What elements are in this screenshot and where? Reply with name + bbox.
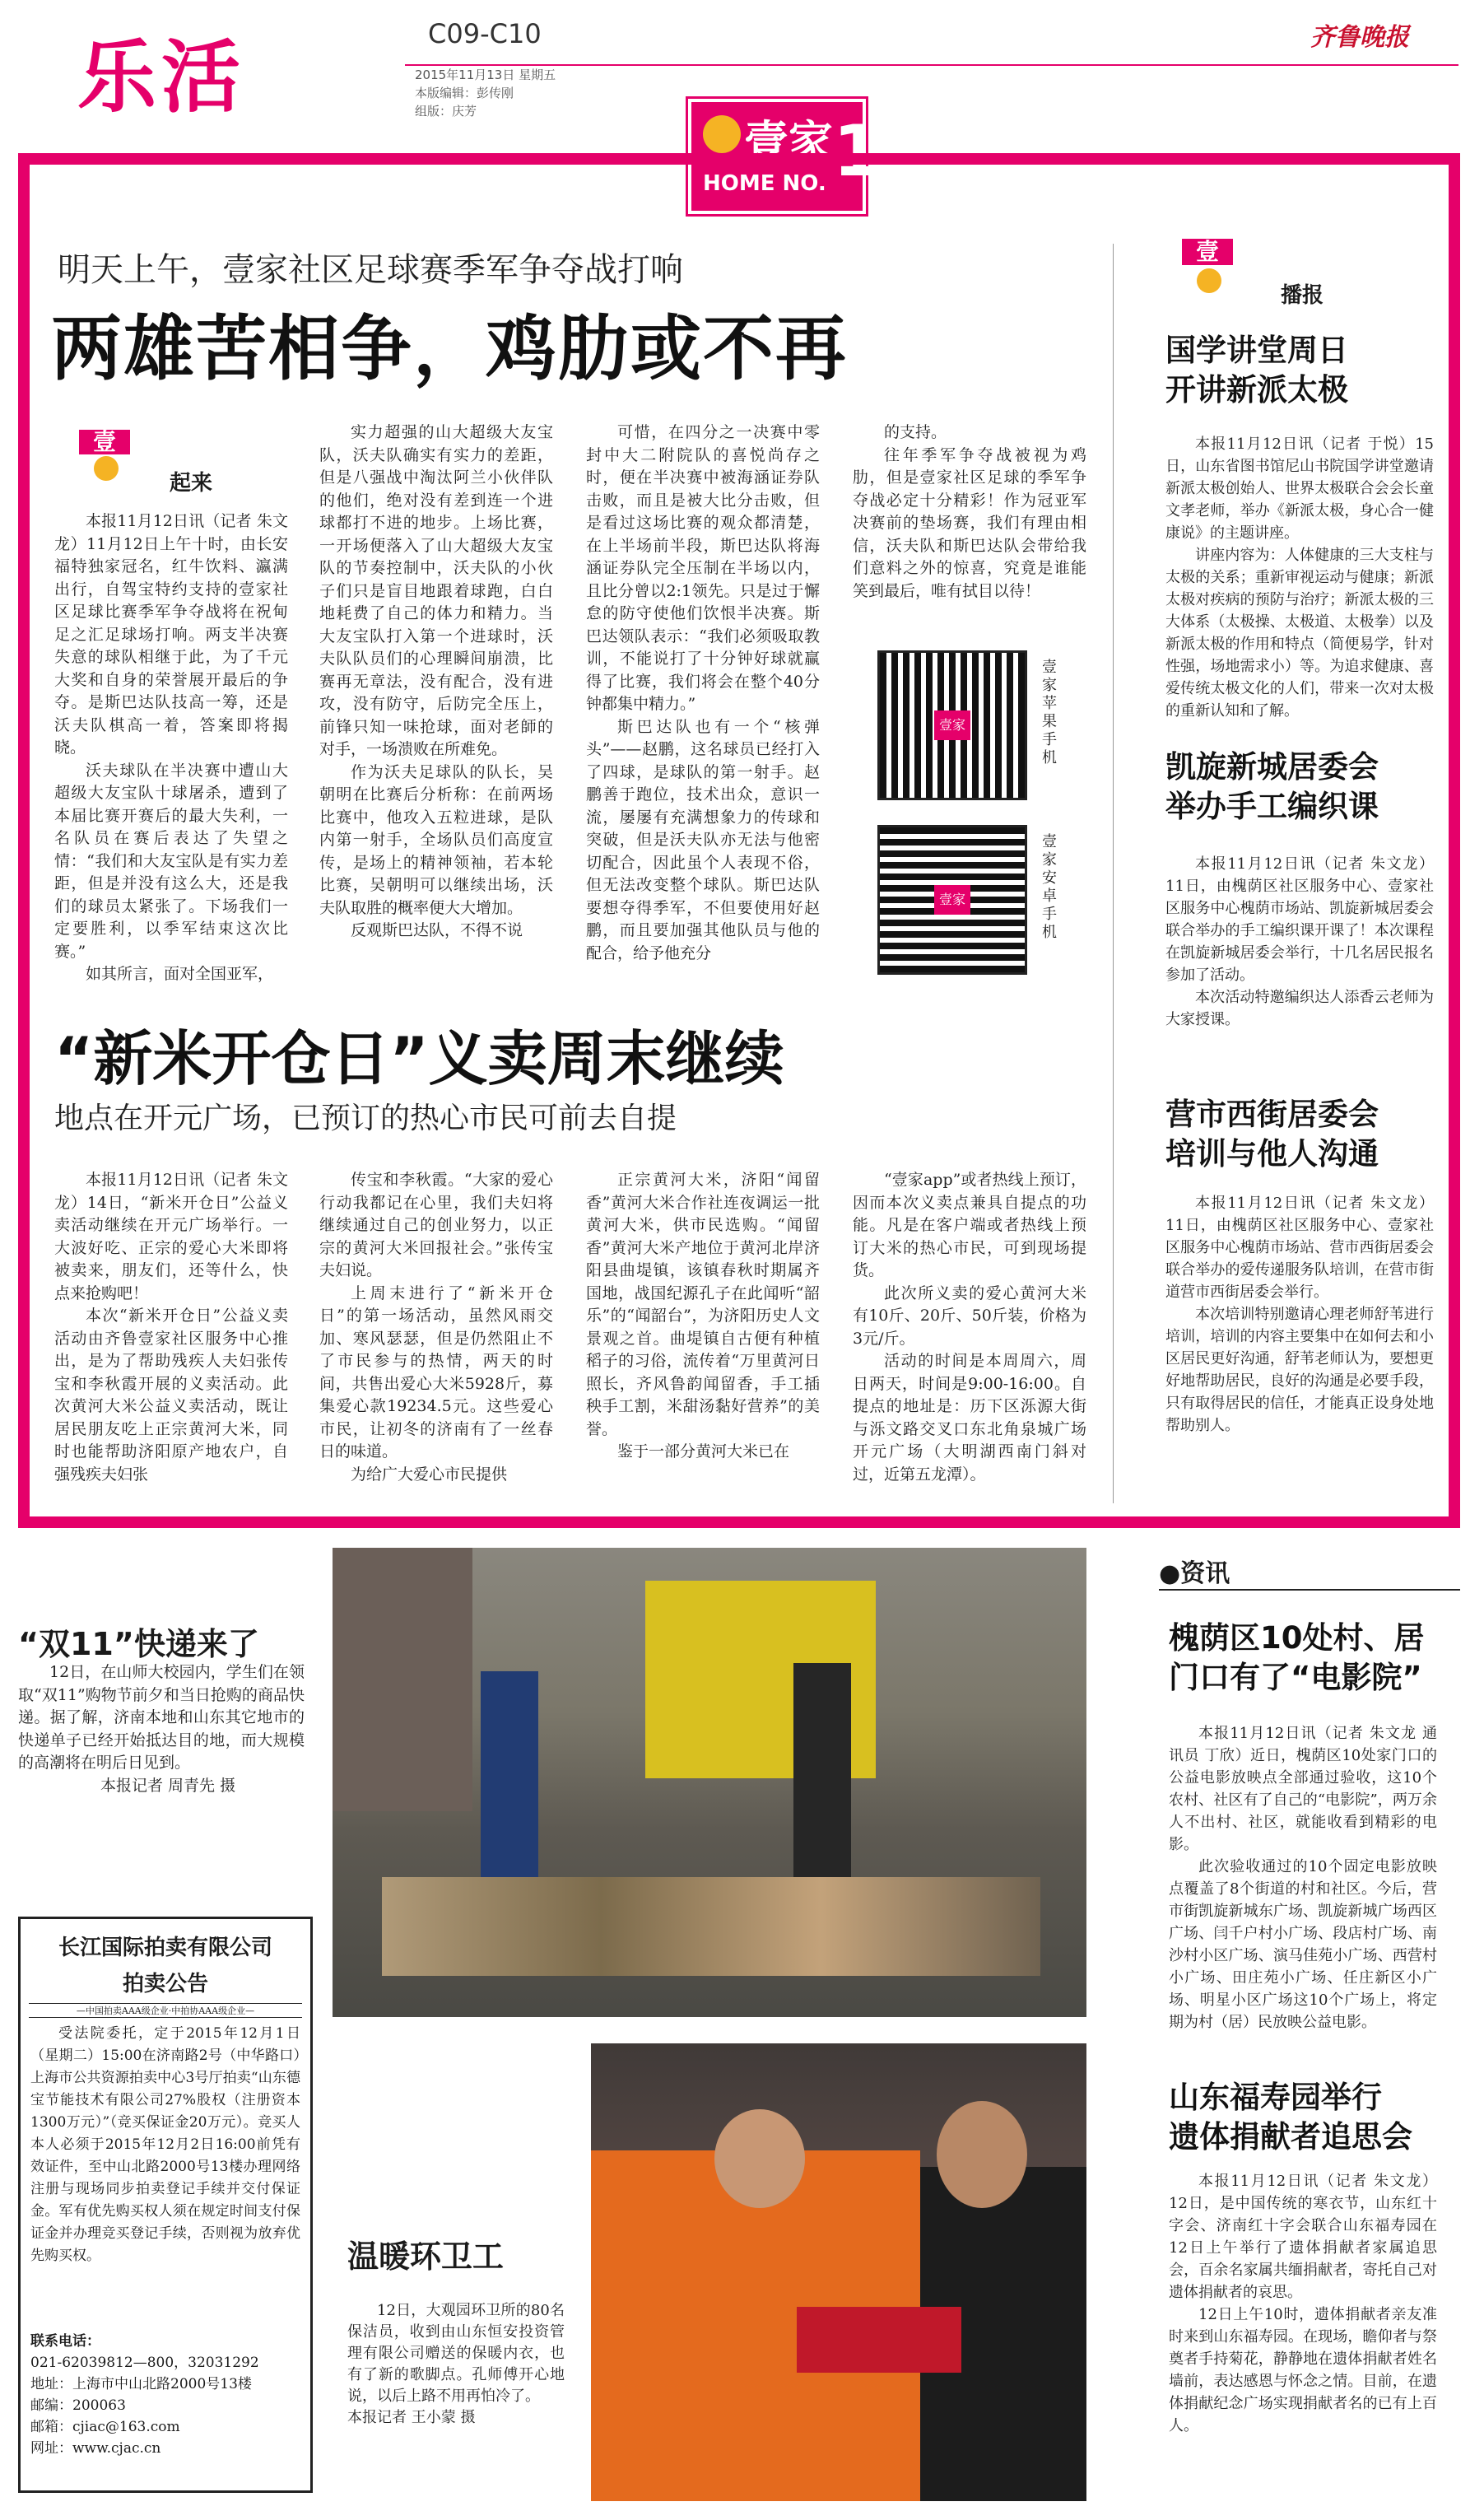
para: 斯巴达队也有一个“核弹头”——赵鹏，这名球员已经打入了四球，是球队的第一射手。赵鹏善于跑位，技术出众，意识一流，屡屡有充满想象力的传球和突破，但是沃夫队亦无法与他密切配合，因此虽个人表现不俗，但无法改变整个球队。斯巴达队要想夺得季军，不但要使用好赵鹏，而且要加强其他队员与他的配合，给予他充分 <box>586 717 820 962</box>
home-en: HOME NO. <box>703 171 826 196</box>
para: 本报11月12日讯（记者 朱文龙）14日，“新米开仓日”公益义卖活动继续在开元广场举行。一大波好吃、正宗的爱心大米即将被卖来，朋友们，还等什么，快点来抢购吧！ <box>54 1171 288 1302</box>
news2-title <box>1169 2078 1412 2157</box>
section-label-bobao: 播报 <box>1281 283 1324 308</box>
auction-tagline: —中国拍卖AAA级企业·中拍协AAA级企业— <box>29 2003 302 2018</box>
article2-col2 <box>319 1169 553 1503</box>
para: 上周末进行了“新米开仓日”的第一场活动，虽然风雨交加、寒风瑟瑟，但是仍然阻止不了市民参与的热情，两天的时间，共售出爱心大米5928斤，募集爱心款19234.5元。这些爱心市民，让初冬的济南有了一丝春日的味道。 <box>319 1283 553 1460</box>
photo-express-delivery <box>333 1548 1086 2017</box>
para: 此次所义卖的爱心黄河大米有10斤、20斤、50斤装，价格为3元/斤。 <box>853 1283 1086 1348</box>
para: 本报11月12日讯（记者 朱文龙）11日，由槐荫区社区服务中心、壹家社区服务中心槐荫市场站、营市西街居委会联合举办的爱传递服务队培训，在营市街道营市西街居委会举行。 <box>1165 1195 1434 1301</box>
news1-body <box>1169 1722 1437 2068</box>
section-badge-bobao: 壹 <box>1182 239 1241 295</box>
photo-credit: 本报记者 王小蒙 摄 <box>347 2409 476 2426</box>
para: 沃夫球队在半决赛中遭山大超级大友宝队十球屠杀，遭到了本届比赛开赛后的最大失利，一名队员在赛后表达了失望之情：“我们和大友宝队是有实力差距，但是并没有这么大，还是我们的球员太紧张了。下场我们一定要胜利，以季军结束这次比赛。” <box>54 761 288 961</box>
para: 此次验收通过的10个固定电影放映点覆盖了8个街道的村和社区。今后，营市街凯旋新城东广场、凯旋新城广场西区广场、闫千户村小广场、段店村广场、南沙村小区广场、演马佳苑小广场、西营村小广场、田庄苑小广场、任庄新区小广场、明星小区广场这10个广场上，将定期为村（居）民放映公益电影。 <box>1169 1858 1437 2031</box>
photo-credit: 本报记者 周青先 摄 <box>100 1776 236 1795</box>
para: 正宗黄河大米，济阳“闻留香”黄河大米合作社连夜调运一批黄河大米，供市民选购。“闻留香”黄河大米产地位于黄河北岸济阳县曲堤镇，该镇春秋时期属齐国地，战国纪源孔子在此闻听“韶乐”的“闻韶台”，为济阳历史人文景观之首。曲堤镇自古便有种植稻子的习俗，流传着“万里黄河日照长，齐风鲁韵闻留香，手工插秧手工割，米甜汤黏好营养”的美誉。 <box>586 1171 820 1438</box>
para: 反观斯巴达队，不得不说 <box>351 921 523 939</box>
warm-caption <box>347 2300 565 2498</box>
para: 鉴于一部分黄河大米已在 <box>617 1442 790 1460</box>
para: 本次培训特别邀请心理老师舒苇进行培训，培训的内容主要集中在如何去和小区居民更好沟通，舒苇老师认为，要想更好地帮助居民，良好的沟通是必要手段，只有取得居民的信任，才能真正设身处地帮助别人。 <box>1165 1306 1434 1434</box>
express-title: “双11”快递来了 <box>18 1626 259 1662</box>
para: 实力超强的山大超级大友宝队，沃夫队确实有实力的差距，但是八强战中淘汰阿兰小伙伴队的他们，绝对没有差到连一个进球都打不进的地步。上场比赛，一开场便落入了山大超级大友宝队的节奏控制中，沃夫队的小伙子们只是盲目地跟着球跑，白白地耗费了自己的体力和精力。当大友宝队打入第一个进球时，沃夫队队员们的心理瞬间崩溃，比赛再无章法，没有配合，没有进攻，没有防守，后防完全压上，前锋只知一味抢球，面对老師的对手，一场溃败在所难免。 <box>319 423 553 758</box>
para: 为给广大爱心市民提供 <box>351 1465 508 1484</box>
home-title: 壹家 <box>744 116 833 168</box>
article2-col4 <box>853 1169 1086 1503</box>
auction-address: 地址：上海市中山北路2000号13楼 <box>30 2376 252 2392</box>
qr-badge: 壹家 <box>934 885 970 915</box>
para: 本报11月12日讯（记者 朱文龙 通讯员 丁欣）近日，槐荫区10处家门口的公益电影放映点全部通过验收，这10个农村、社区有了自己的“电影院”，两万余人不出村、社区，就能收看到精彩的电影。 <box>1169 1725 1437 1853</box>
news1-title <box>1169 1619 1425 1698</box>
para: 本报11月12日讯（记者 朱文龙）11日，由槐荫区社区服务中心、壹家社区服务中心槐荫市场站、凯旋新城居委会联合举办的手工编织课开课了！本次课程在凯旋新城居委会举行，十几名居民报名参加了活动。 <box>1165 855 1434 984</box>
para: 本报11月12日讯（记者 于悦）15日，山东省图书馆尼山书院国学讲堂邀请新派太极创始人、世界太极联合会会长童文孝老师，举办《新派太极，身心合一健康说》的主题讲座。 <box>1165 436 1434 542</box>
para: 本次活动特邀编织达人添香云老师为大家授课。 <box>1165 989 1434 1028</box>
express-caption <box>18 1661 305 1826</box>
brief3-body <box>1165 1192 1434 1503</box>
auction-notice <box>18 1917 313 2493</box>
para: 本次“新米开仓日”公益义卖活动由齐鲁壹家社区服务中心推出，是为了帮助残疾人夫妇张传宝和李秋霞开展的义卖活动。此次黄河大米公益义卖活动，既让居民朋友吃上正宗黄河大米，同时也能帮助济阳原产地农户，自强残疾夫妇张 <box>54 1307 288 1484</box>
page-numbers: C09-C10 <box>428 18 542 49</box>
header-rule <box>405 64 1458 66</box>
article2-title: “新米开仓日”义卖周末继续 <box>54 1024 784 1093</box>
qr-label-ios: 壹家苹果手机 <box>1042 659 1057 766</box>
article1-col1 <box>54 510 288 983</box>
issue-meta <box>415 66 556 120</box>
contact-label: 联系电话： <box>30 2333 100 2350</box>
article2-col3 <box>586 1169 820 1503</box>
section-badge-qilai: 壹 <box>79 430 138 481</box>
title-line: 开讲新派太极 <box>1165 372 1348 408</box>
brief3-title <box>1165 1095 1379 1174</box>
article1-col4 <box>853 422 1086 644</box>
section-logo: 乐活 <box>77 31 245 123</box>
newspaper-name: 齐鲁晚报 <box>1310 23 1409 52</box>
page-layout: 组版：庆芳 <box>415 104 477 119</box>
article1-title: 两雄苦相争，鸡肋或不再 <box>51 308 848 390</box>
section-label-qilai: 起来 <box>170 471 213 496</box>
auction-email[interactable]: 邮箱：cjiac@163.com <box>30 2419 180 2435</box>
brief2-title <box>1165 748 1379 827</box>
brief2-body <box>1165 853 1434 1072</box>
brief1-title <box>1165 331 1348 410</box>
para: 的支持。 <box>884 423 947 441</box>
para: 活动的时间是本周周六，周日两天，时间是9:00-16:00。自提点的地址是：历下区泺源大街与泺文路交叉口东北角泉城广场开元广场（大明湖西南门斜对过，近第五龙潭）。 <box>853 1352 1086 1484</box>
home-icon <box>703 115 741 153</box>
title-line: 举办手工编织课 <box>1165 789 1379 824</box>
news-label: ●资讯 <box>1159 1559 1230 1588</box>
para: 12日上午10时，遗体捐献者亲友准时来到山东福寿园。在现场，瞻仰者与祭奠者手持菊花，静静地在遗体捐献者姓名墙前，表达感恩与怀念之情。目前，在遗体捐献纪念广场实现捐献者名的已有上百人。 <box>1169 2306 1437 2434</box>
auction-contacts <box>30 2331 300 2459</box>
para: “壹家app”或者热线上预订，因而本次义卖点兼具自提点的功能。凡是在客户端或者热线上预订大米的热心市民，可到现场提货。 <box>853 1171 1086 1279</box>
article1-col2 <box>319 422 553 971</box>
qr-code-android[interactable] <box>877 825 1027 975</box>
article2-col1 <box>54 1169 288 1503</box>
issue-date: 2015年11月13日 星期五 <box>415 68 556 82</box>
title-line: 槐荫区10处村、居 <box>1169 1620 1425 1656</box>
qr-badge: 壹家 <box>934 710 970 740</box>
para: 可惜，在四分之一决赛中零封中大二附院队的喜悦尚存之时，便在半决赛中被海涵证券队击败，而且是被大比分击败，但是看过这场比赛的观众都清楚，在上半场前半段，斯巴达队将海涵证券队完全压制在半场以内，且比分曾以2:1领先。只是过于懈怠的防守使他们饮恨半决赛。斯巴达领队表示：“我们必须吸取教训，不能说打了十分钟好球就赢得了比赛，我们将会在整个40分钟都集中精力。” <box>586 423 820 713</box>
auction-website[interactable]: 网址：www.cjac.cn <box>30 2440 161 2457</box>
title-line: 凯旋新城居委会 <box>1165 749 1379 785</box>
para: 往年季军争夺战被视为鸡肋，但是壹家社区足球的季军争夺战必定十分精彩！作为冠亚军决赛前的垫场赛，我们有理由相信，沃夫队和斯巴达队会带给我们意料之外的惊喜，究竟是谁能笑到最后，唯有拭目以待！ <box>853 445 1086 600</box>
home-num: 1 <box>833 110 882 193</box>
article2-subtitle: 地点在开元广场，已预订的热心市民可前去自提 <box>54 1102 677 1135</box>
qr-code-ios[interactable] <box>877 650 1027 800</box>
title-line: 遗体捐献者追思会 <box>1169 2119 1412 2155</box>
auction-company: 长江国际拍卖有限公司 <box>58 1936 272 1960</box>
title-line: 国学讲堂周日 <box>1165 333 1348 368</box>
warm-title: 温暖环卫工 <box>347 2238 505 2275</box>
para: 如其所言，面对全国亚军， <box>86 965 274 983</box>
page-editor: 本版编辑：彭传刚 <box>415 86 514 100</box>
article1-subtitle: 明天上午，壹家社区足球赛季军争夺战打响 <box>58 251 683 289</box>
title-line: 培训与他人沟通 <box>1165 1136 1379 1172</box>
para: 本报11月12日讯（记者 朱文龙）11月12日上午十时，由长安福特独家冠名，红牛饮料、瀛满出行，自驾宝特约支持的壹家社区足球比赛季军争夺战将在祝甸足之汇足球场打响。两支半决赛失意的球队相继于此，为了千元大奖和自身的荣誉展开最后的争夺。是斯巴达队技高一筹，还是沃夫队棋高一着，答案即将揭晓。 <box>54 512 288 757</box>
para: 讲座内容为：人体健康的三大支柱与太极的关系；重新审视运动与健康；新派太极对疾病的预防与治疗；新派太极的三大体系（太极操、太极道、太极拳）以及新派太极的作用和特点（简便易学，针对性强，场地需求小）等。为追求健康、喜爱传统太极文化的人们，带来一次对太极的重新认知和了解。 <box>1165 547 1434 720</box>
title-line: 营市西街居委会 <box>1165 1097 1379 1132</box>
auction-body: 受法院委托，定于2015年12月1日（星期二）15:00在济南路2号（中华路口）上海市公共资源拍卖中心3号厅拍卖“山东德宝节能技术有限公司27%股权（注册资本1300万元）”（竞买保证金20万元）。竞买人本人必须于2015年12月2日16:00前凭有效证件，至中山北路2000号13楼办理网络注册与现场同步拍卖登记手续并交付保证金。军有优先购买权人须在规定时间支付保证金并办理竞买登记手续，否则视为放弃优先购买权。 <box>30 2025 300 2264</box>
news2-body <box>1169 2170 1437 2499</box>
para: 12日，大观园环卫所的80名保洁员，收到由山东恒安投资管理有限公司赠送的保暖内衣，也有了新的歌脚点。孔师傅开心地说，以后上路不用再怕冷了。 <box>347 2302 565 2405</box>
para: 传宝和李秋霞。“大家的爱心行动我都记在心里，我们夫妇将继续通过自己的创业努力，以正宗的黄河大米回报社会。”张传宝夫妇说。 <box>319 1171 553 1279</box>
title-line: 门口有了“电影院” <box>1169 1660 1422 1695</box>
title-line: 山东福寿园举行 <box>1169 2080 1382 2115</box>
qr-label-android: 壹家安卓手机 <box>1042 833 1057 941</box>
news-rule <box>1159 1589 1460 1591</box>
auction-title: 拍卖公告 <box>122 1972 208 1996</box>
para: 12日，在山师大校园内，学生们在领取“双11”购物节前夕和当日抢购的商品快递。据了解，济南本地和山东其它地市的快递单子已经开始抵达目的地，而大规模的高潮将在明后日见到。 <box>18 1663 305 1772</box>
photo-sanitation-workers <box>591 2043 1086 2501</box>
brief1-body <box>1165 433 1434 746</box>
auction-postcode: 邮编：200063 <box>30 2397 126 2414</box>
article1-col3 <box>586 422 820 971</box>
para: 本报11月12日讯（记者 朱文龙）12日，是中国传统的寒衣节，山东红十字会、济南红十字会联合山东福寿园在12日上午举行了遗体捐献者家属追思会，百余名家属共缅捐献者，寄托自己对遗体捐献者的哀思。 <box>1169 2173 1437 2301</box>
auction-phone: 021-62039812—800，32031292 <box>30 2355 259 2371</box>
column-divider <box>1113 244 1114 1503</box>
para: 作为沃夫足球队的队长，吴朝明在比赛后分析称：在前两场比赛中，他攻入五粒进球，是队内第一射手，全场队员们高度宣传，是场上的精神领袖，若本轮比赛，吴朝明可以继续出场，沃夫队取胜的概率便大大增加。 <box>319 762 553 917</box>
